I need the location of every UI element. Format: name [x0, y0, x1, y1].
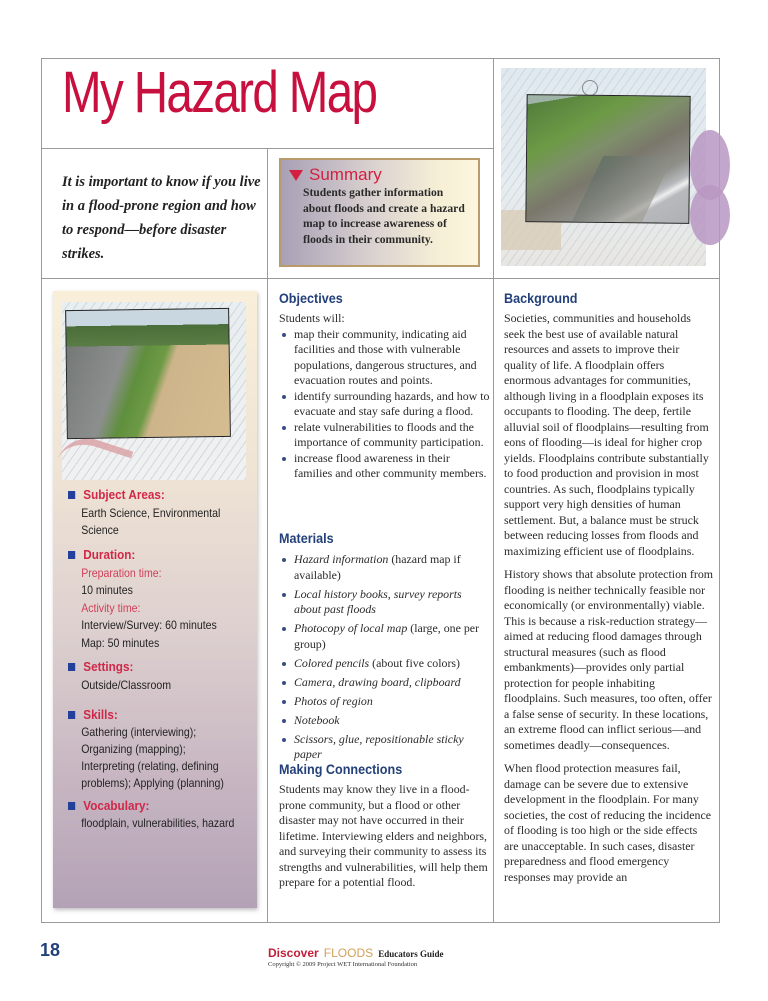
subject-areas-value: Science — [81, 523, 119, 537]
objectives-lead: Students will: — [279, 311, 345, 325]
footer-discover: Discover — [268, 946, 319, 960]
material-item: Camera, drawing board, clipboard — [279, 675, 491, 691]
footer-copyright: Copyright © 2009 Project WET International Foundation — [268, 961, 418, 968]
materials-heading: Materials — [279, 530, 334, 546]
frame-left — [41, 58, 42, 923]
objectives-section — [279, 289, 491, 482]
making-connections-section — [279, 760, 491, 891]
material-item: Photocopy of local map (large, one per group) — [279, 621, 491, 652]
objective-item: identify surrounding hazards, and how to evacuate and stay safe during a flood. — [279, 389, 491, 420]
background-paragraph: When flood protection measures fail, damage can be severe due to extensive development in the floodplain. For many societies, the cost of reducing the incidence of flooding is too high or the side effects are unacceptable. In such cases, disaster preparedness and flood emergency responses may provide an — [504, 761, 712, 884]
square-bullet-icon — [68, 663, 75, 671]
background-heading: Background — [504, 290, 578, 306]
frame-row-divider — [41, 278, 720, 279]
material-item: Local history books, survey reports about past floods — [279, 587, 491, 618]
material-item: Hazard information (hazard map if available) — [279, 552, 491, 583]
square-bullet-icon — [68, 711, 75, 719]
frame-top — [41, 58, 720, 59]
footer-publication — [268, 942, 444, 961]
map-symbol-icon — [582, 80, 598, 96]
objective-item: relate vulnerabilities to floods and the importance of community participation. — [279, 420, 491, 451]
frame-bottom — [41, 922, 720, 923]
intro-text: It is important to know if you live in a flood-prone region and how to respond—before disaster strikes. — [62, 174, 261, 262]
sidebar-skills — [68, 707, 258, 792]
background-paragraph: History shows that absolute protection from flooding is neither technically feasible nor economically (or environmentally) viable. This is because a risk-reduction strategy—aimed at reducing flood damages through structural measures (such as flood embankments)—provides only partial protection for people inhabiting floodplains. Such measures, too often, offer a false sense of security. In these locations, an extreme flood can inflict serious—and sometimes deadly—consequences. — [504, 567, 714, 752]
skills-value: problems); Applying (planning) — [81, 776, 224, 790]
page-number: 18 — [40, 940, 61, 960]
making-connections-body: Students may know they live in a flood-prone community, but a flood or other disaster may not have occurred in their lifetime. Interviewing elders and neighbors, and surveying their community to assess its strengths and vulnerabilities, will help them prepare for a potential flood. — [279, 782, 488, 889]
subject-areas-label: Subject Areas: — [83, 487, 165, 502]
material-item: Photos of region — [279, 694, 491, 710]
subject-areas-value: Earth Science, Environmental — [81, 506, 221, 520]
sidebar-subject-areas — [68, 487, 258, 539]
materials-list — [279, 552, 491, 763]
objectives-list — [279, 327, 491, 482]
background-paragraph: Societies, communities and households seek the best use of available natural resources and assets to improve their quality of life. A floodplain offers enormous advantages for communities, although living in a floodplain exposes its occupants to flooding. The deep, fertile alluvial soil of floodplains—resulting from eons of flooding—is ideal for higher crop yields. Floodplains contribute substantially to food production and provision in most countries. As such, floodplains typically support very high densities of human settlement. But, a balance must be struck between reducing losses from floods and maximizing efficient use of floodplains. — [504, 311, 709, 558]
duration-label: Duration: — [83, 547, 136, 562]
activity-time-label: Activity time: — [81, 601, 141, 615]
material-item: Notebook — [279, 713, 491, 729]
page-title: My Hazard Map — [62, 60, 377, 125]
skills-value: Interpreting (relating, defining — [81, 759, 219, 773]
objective-item: map their community, indicating aid facilities and those with vulnerable populations, dangerous structures, and evacuation routes and points. — [279, 327, 491, 389]
triangle-down-icon — [289, 170, 303, 181]
background-section — [504, 289, 714, 885]
vocabulary-label: Vocabulary: — [83, 798, 150, 813]
vocabulary-value: floodplain, vulnerabilities, hazard — [81, 816, 235, 830]
activity-time-value: Interview/Survey: 60 minutes — [81, 618, 217, 632]
column-divider-1 — [267, 148, 268, 923]
summary-heading-label: Summary — [309, 165, 382, 184]
material-item: Colored pencils (about five colors) — [279, 656, 491, 672]
making-connections-heading: Making Connections — [279, 761, 403, 777]
skills-value: Gathering (interviewing); — [81, 725, 197, 739]
skills-label: Skills: — [83, 707, 118, 722]
summary-box — [279, 158, 480, 267]
sidebar-settings — [68, 659, 258, 694]
summary-body: Students gather information about floods and create a hazard map to increase awareness of floods in their community. — [303, 186, 465, 246]
sidebar-duration — [68, 547, 258, 652]
footer-floods: FLOODS — [323, 946, 374, 960]
activity-time-value: Map: 50 minutes — [81, 636, 160, 650]
prep-time-value: 10 minutes — [81, 583, 133, 597]
summary-heading — [289, 166, 470, 184]
settings-value: Outside/Classroom — [81, 678, 172, 692]
square-bullet-icon — [68, 551, 75, 559]
square-bullet-icon — [68, 491, 75, 499]
skills-value: Organizing (mapping); — [81, 742, 186, 756]
objectives-heading: Objectives — [279, 290, 343, 306]
material-item: Scissors, glue, repositionable sticky paper — [279, 732, 491, 763]
rural-path-photo — [65, 308, 231, 439]
settings-label: Settings: — [83, 659, 134, 674]
drainage-canal-photo — [525, 94, 690, 224]
map-purple-shape — [690, 185, 730, 245]
objective-item: increase flood awareness in their families and other community members. — [279, 451, 491, 482]
sidebar-vocabulary — [68, 798, 258, 832]
prep-time-label: Preparation time: — [81, 566, 162, 580]
square-bullet-icon — [68, 802, 75, 810]
footer-guide: Educators Guide — [378, 949, 444, 959]
materials-section — [279, 529, 491, 766]
column-divider-2 — [493, 58, 494, 923]
